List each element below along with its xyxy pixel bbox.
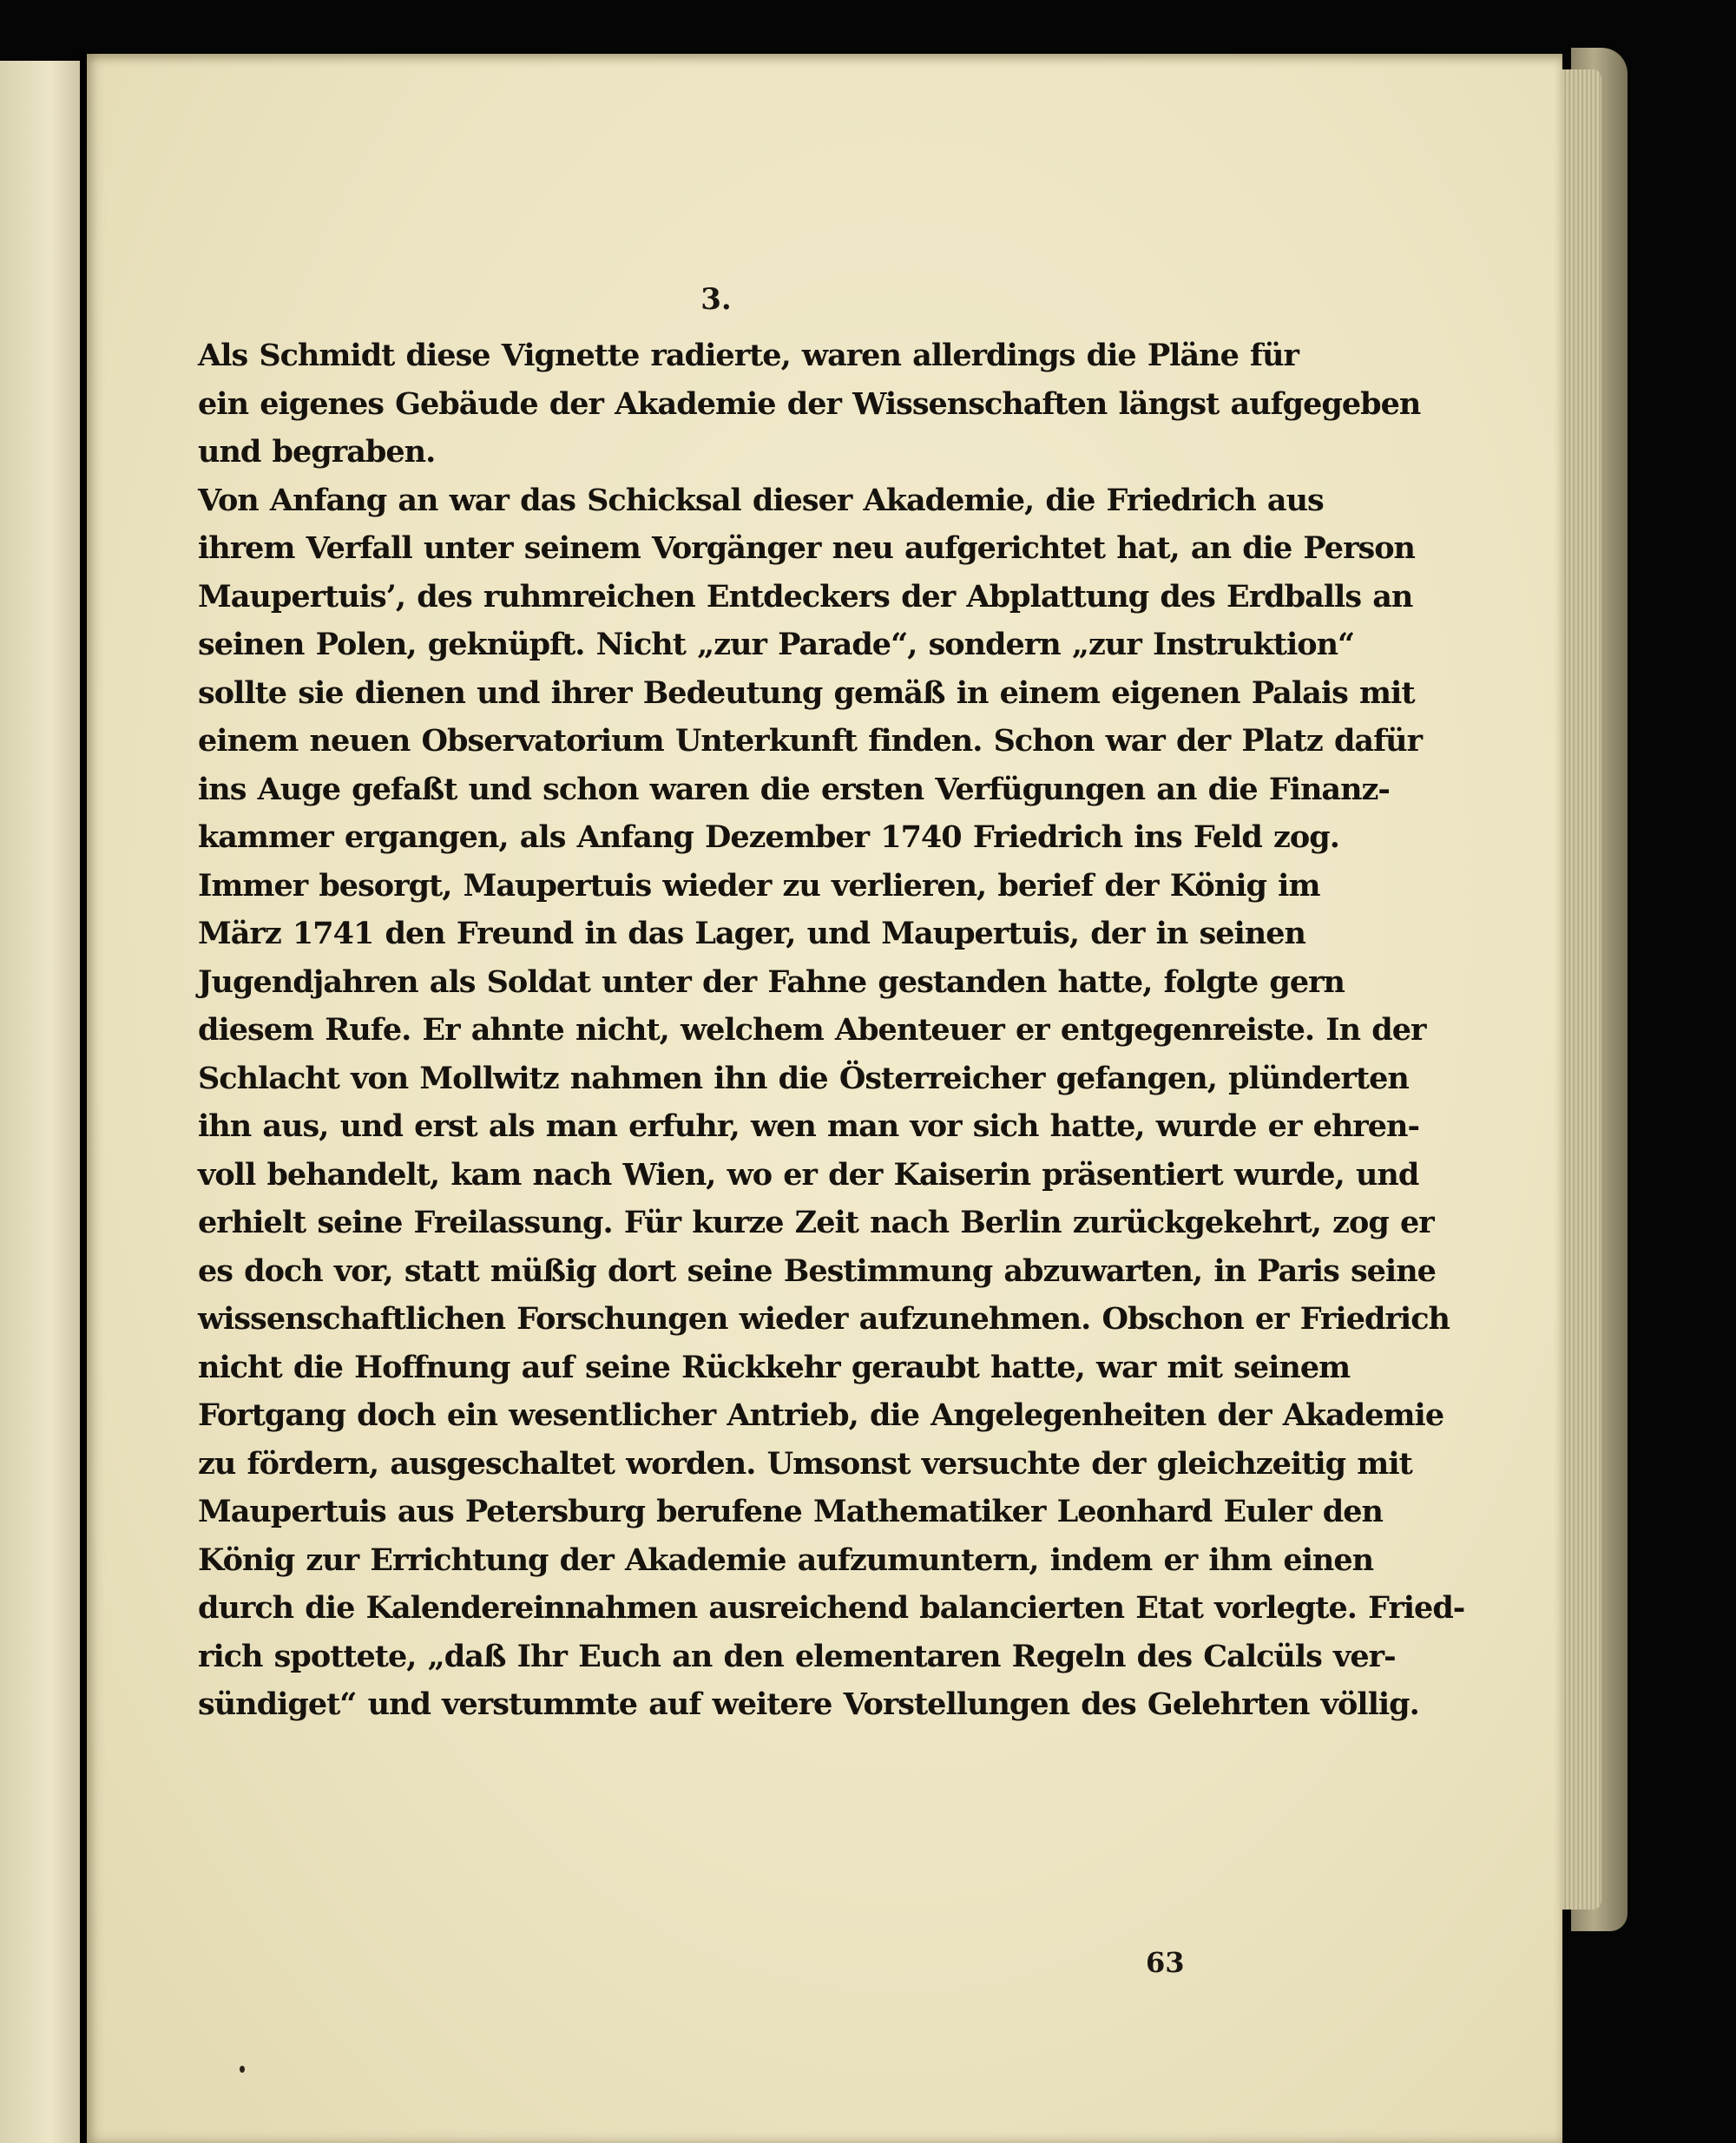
text-line: ein eigenes Gebäude der Akademie der Wissenschaften längst aufgegeben (198, 385, 1421, 422)
text-line: nicht die Hoffnung auf seine Rückkehr geraubt hatte, war mit seinem (198, 1349, 1351, 1385)
text-line: Schlacht von Mollwitz nahmen ihn die Österreicher gefangen, plünderten (198, 1060, 1409, 1096)
body-text (198, 332, 1465, 1729)
paragraph-2 (198, 477, 1465, 1729)
text-line: wissenschaftlichen Forschungen wieder aufzunehmen. Obschon er Friedrich (198, 1301, 1450, 1337)
text-line: sollte sie dienen und ihrer Bedeutung gemäß in einem eigenen Palais mit (198, 674, 1415, 711)
text-line: Von Anfang an war das Schicksal dieser Akademie, die Friedrich aus (198, 482, 1324, 518)
text-line: Fortgang doch ein wesentlicher Antrieb, die Angelegenheiten der Akademie (198, 1397, 1444, 1433)
text-line: Immer besorgt, Maupertuis wieder zu verlieren, berief der König im (198, 867, 1320, 904)
text-line: März 1741 den Freund in das Lager, und Maupertuis, der in seinen (198, 916, 1305, 951)
text-line: ihn aus, und erst als man erfuhr, wen man vor sich hatte, wurde er ehren- (198, 1108, 1419, 1144)
text-line: zu fördern, ausgeschaltet worden. Umsonst versuchte der gleichzeitig mit (198, 1445, 1412, 1482)
text-line: erhielt seine Freilassung. Für kurze Zeit nach Berlin zurückgekehrt, zog er (198, 1205, 1434, 1240)
text-line: durch die Kalendereinnahmen ausreichend balancierten Etat vorlegte. Fried- (198, 1590, 1465, 1626)
text-line: Maupertuis aus Petersburg berufene Mathematiker Leonhard Euler den (198, 1494, 1383, 1529)
paragraph-1 (198, 332, 1421, 477)
paper-speck (240, 2066, 245, 2073)
text-line: seinen Polen, geknüpft. Nicht „zur Parade“, sondern „zur Instruktion“ (198, 627, 1355, 662)
text-line: ihrem Verfall unter seinem Vorgänger neu aufgerichtet hat, an die Person (198, 530, 1416, 566)
text-line: voll behandelt, kam nach Wien, wo er der Kaiserin präsentiert wurde, und (198, 1156, 1419, 1193)
text-line: ins Auge gefaßt und schon waren die ersten Verfügungen an die Finanz- (198, 771, 1390, 807)
text-line: sündiget“ und verstummte auf weitere Vorstellungen des Gelehrten völlig. (198, 1686, 1419, 1722)
text-line: einem neuen Observatorium Unterkunft finden. Schon war der Platz dafür (198, 723, 1423, 759)
text-line: Jugendjahren als Soldat unter der Fahne gestanden hatte, folgte gern (198, 963, 1345, 1000)
text-line: rich spottete, „daß Ihr Euch an den elementaren Regeln des Calcüls ver- (198, 1638, 1396, 1674)
text-line: diesem Rufe. Er ahnte nicht, welchem Abenteuer er entgegenreiste. In der (198, 1012, 1426, 1048)
section-number: 3. (700, 282, 732, 317)
text-line: und begraben. (198, 434, 436, 470)
text-line: kammer ergangen, als Anfang Dezember 1740 Friedrich ins Feld zog. (198, 819, 1339, 855)
text-line: es doch vor, statt müßig dort seine Bestimmung abzuwarten, in Paris seine (198, 1252, 1436, 1289)
text-line: Maupertuis’, des ruhmreichen Entdeckers der Abplattung des Erdballs an (198, 578, 1413, 615)
facing-page-edge (0, 61, 85, 2143)
page-number: 63 (1146, 1946, 1185, 1979)
text-line: Als Schmidt diese Vignette radierte, waren allerdings die Pläne für (198, 338, 1299, 373)
text-line: König zur Errichtung der Akademie aufzumuntern, indem er ihm einen (198, 1542, 1374, 1578)
